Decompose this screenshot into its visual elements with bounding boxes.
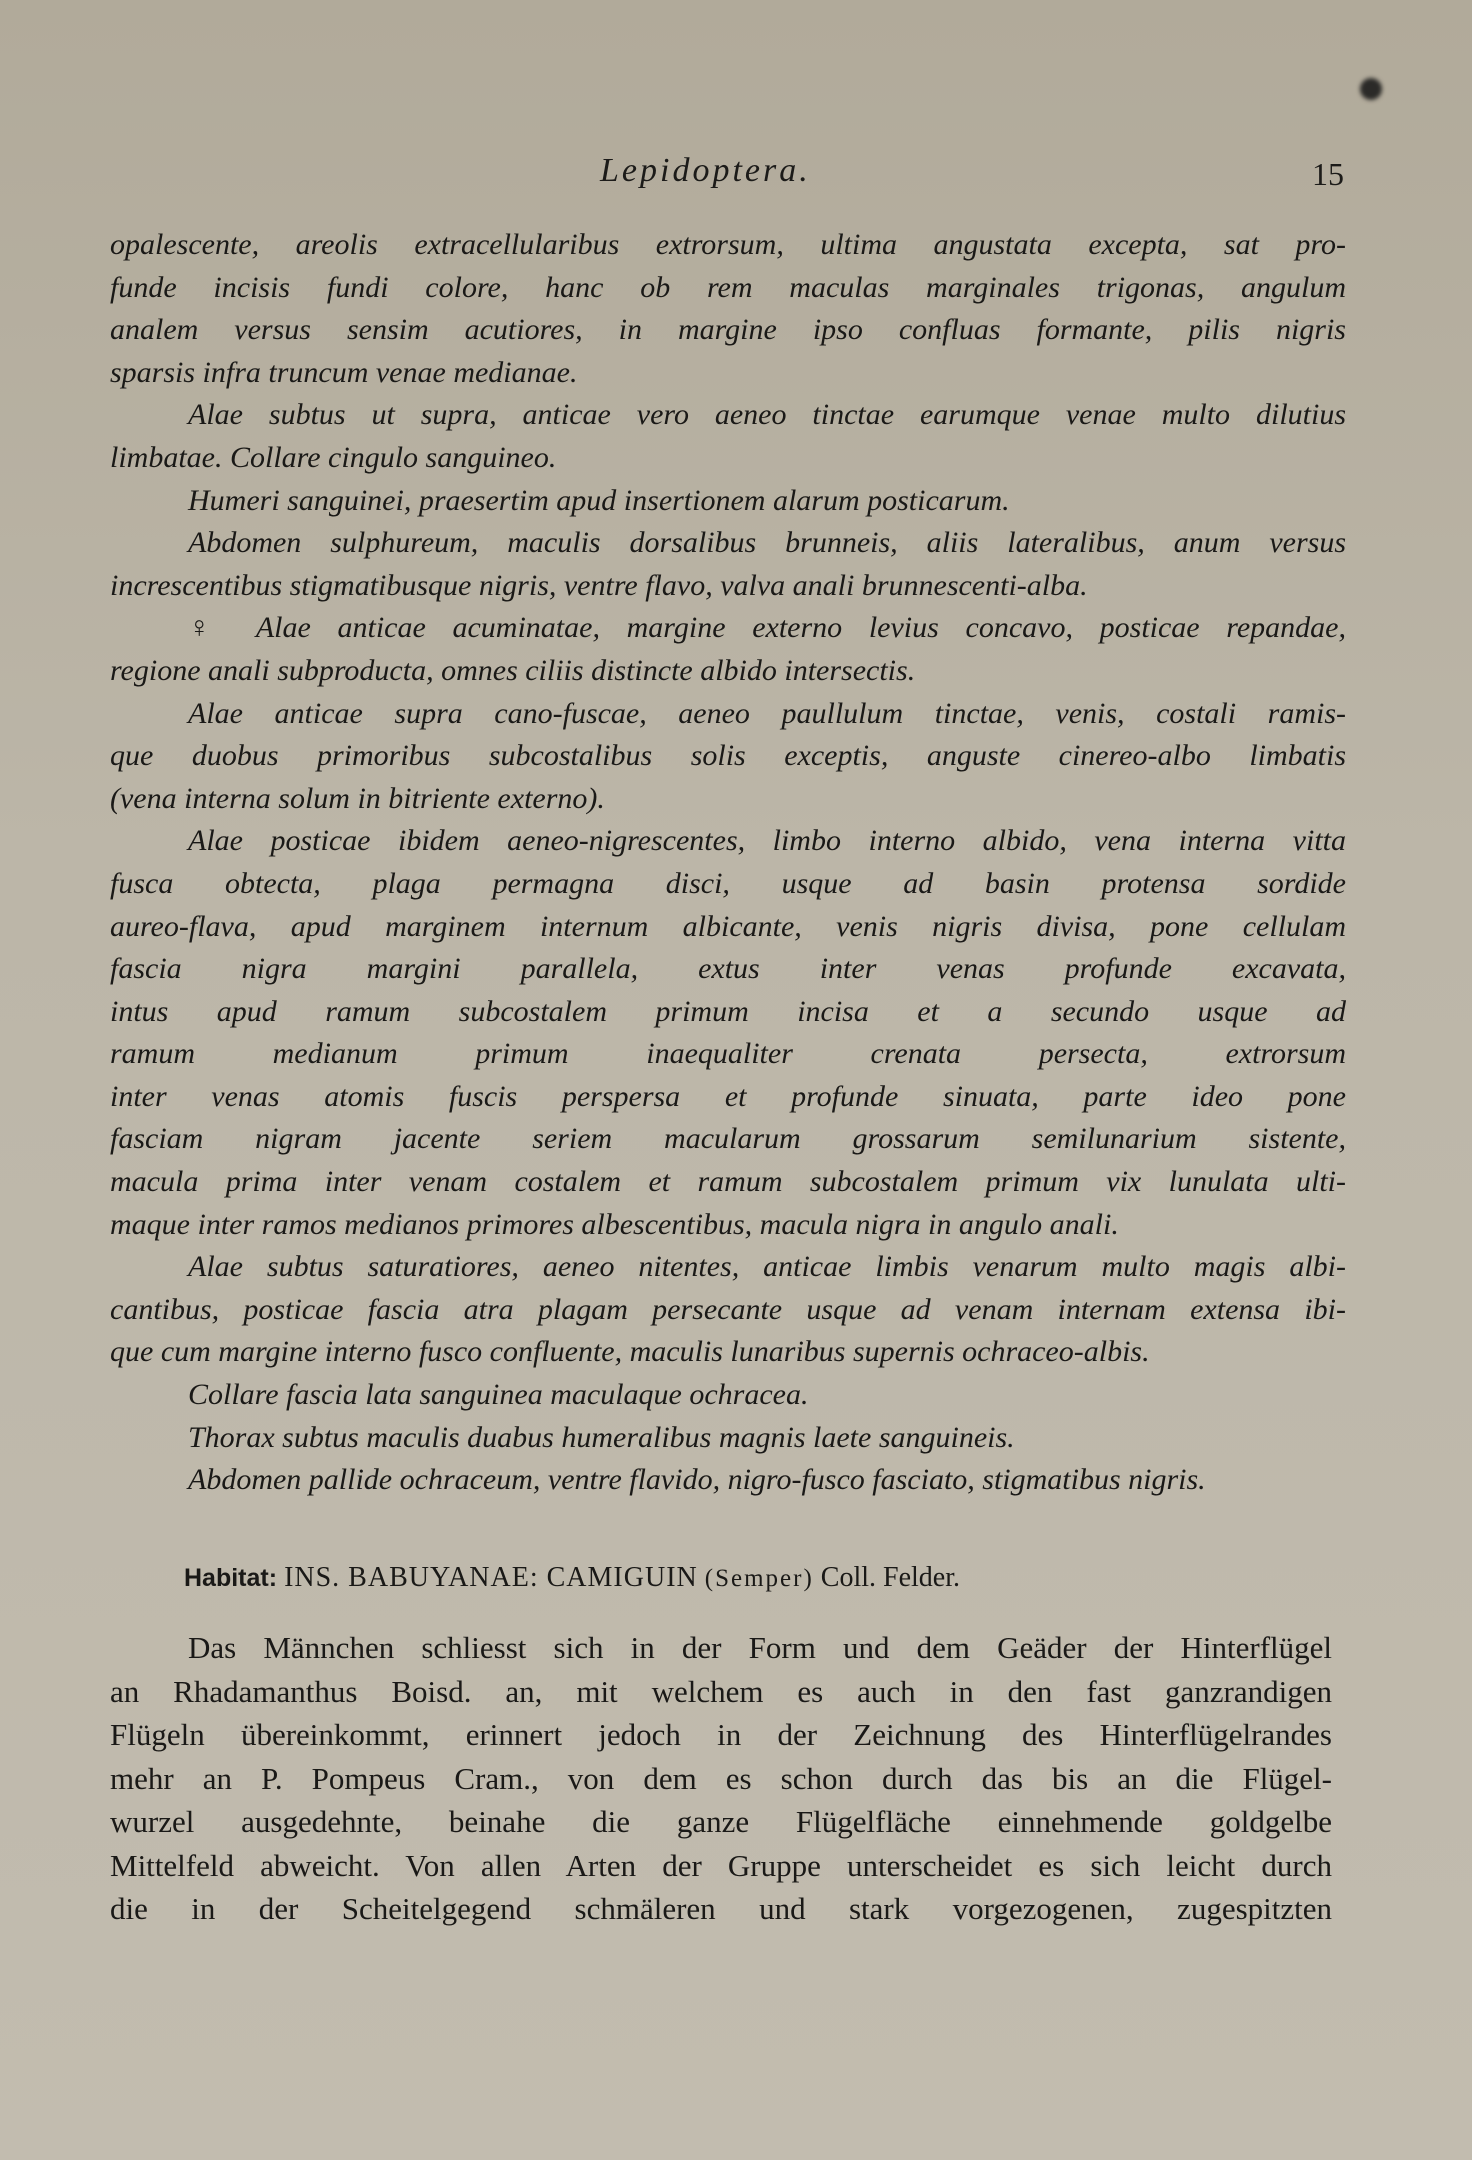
latin-text-line: intus apud ramum subcostalem primum incisa et a secundo usque ad bbox=[110, 994, 1346, 1028]
german-text-line: Mittelfeld abweicht. Von allen Arten der Gruppe unterscheidet es sich leicht durch bbox=[110, 1847, 1332, 1883]
latin-text-line: limbatae. Collare cingulo sanguineo. bbox=[110, 440, 557, 474]
latin-text-line: fusca obtecta, plaga permagna disci, usque ad basin protensa sordide bbox=[110, 866, 1346, 900]
german-text-line: an Rhadamanthus Boisd. an, mit welchem es auch in den fast ganzrandigen bbox=[110, 1673, 1332, 1709]
page-header bbox=[0, 152, 1472, 198]
latin-text-line: que cum margine interno fusco confluente, maculis lunaribus supernis ochraceo-albis. bbox=[110, 1335, 1150, 1369]
german-text-line: Flügeln übereinkommt, erinnert jedoch in der Zeichnung des Hinterflügelrandes bbox=[110, 1717, 1332, 1752]
latin-text-line: Alae posticae ibidem aeneo-nigrescentes, limbo interno albido, vena interna vitta bbox=[188, 824, 1346, 858]
latin-text-line: Abdomen pallide ochraceum, ventre flavido, nigro-fusco fasciato, stigmatibus nigris. bbox=[188, 1463, 1206, 1497]
habitat-collector: (Semper) bbox=[704, 1565, 814, 1592]
latin-text-line: Alae subtus saturatiores, aeneo nitentes, anticae limbis venarum multo magis albi- bbox=[188, 1250, 1346, 1284]
latin-text-line: macula prima inter venam costalem et ramum subcostalem primum vix lunulata ulti- bbox=[110, 1165, 1346, 1199]
page-number: 15 bbox=[1312, 156, 1344, 192]
habitat-location: INS. BABUYANAE: CAMIGUIN bbox=[284, 1562, 698, 1593]
german-text-line: die in der Scheitelgegend schmäleren und stark vorgezogenen, zugespitzten bbox=[110, 1891, 1332, 1926]
latin-text-line: ramum medianum primum inaequaliter crenata persecta, extrorsum bbox=[110, 1037, 1346, 1071]
latin-text-line: increscentibus stigmatibusque nigris, ventre flavo, valva anali brunnescenti-alba. bbox=[110, 568, 1088, 602]
running-title: Lepidoptera. bbox=[600, 152, 811, 189]
latin-text-line: fasciam nigram jacente seriem macularum grossarum semilunarium sistente, bbox=[110, 1122, 1346, 1156]
latin-text-line: regione anali subproducta, omnes ciliis distincte albido intersectis. bbox=[110, 653, 916, 687]
german-commentary bbox=[110, 1626, 1332, 1931]
latin-text-line: inter venas atomis fuscis perspersa et profunde sinuata, parte ideo pone bbox=[110, 1079, 1346, 1113]
latin-text-line: Collare fascia lata sanguinea maculaque ochracea. bbox=[188, 1378, 809, 1412]
habitat-label: Habitat: bbox=[184, 1564, 278, 1592]
latin-text-line: funde incisis fundi colore, hanc ob rem maculas marginales trigonas, angulum bbox=[110, 270, 1346, 304]
latin-text-line: maque inter ramos medianos primores albescentibus, macula nigra in angulo anali. bbox=[110, 1207, 1119, 1241]
latin-text-line: opalescente, areolis extracellularibus extrorsum, ultima angustata excepta, sat pro- bbox=[110, 228, 1346, 261]
latin-description bbox=[110, 224, 1346, 1502]
german-text-line: wurzel ausgedehnte, beinahe die ganze Flügelfläche einnehmende goldgelbe bbox=[110, 1804, 1332, 1839]
latin-text-line: analem versus sensim acutiores, in margine ipso confluas formante, pilis nigris bbox=[110, 313, 1346, 347]
latin-text-line: fascia nigra margini parallela, extus inter venas profunde excavata, bbox=[110, 952, 1346, 986]
latin-text-line: aureo-flava, apud marginem internum albicante, venis nigris divisa, pone cellulam bbox=[110, 909, 1346, 943]
latin-text-line: Alae anticae supra cano-fuscae, aeneo paullulum tinctae, venis, costali ramis- bbox=[188, 696, 1346, 730]
ink-spot bbox=[1360, 78, 1382, 100]
latin-text-line: (vena interna solum in bitriente externo). bbox=[110, 781, 605, 815]
latin-text-line: sparsis infra truncum venae medianae. bbox=[110, 355, 578, 389]
latin-text-line: cantibus, posticae fascia atra plagam persecante usque ad venam internam extensa ibi- bbox=[110, 1292, 1346, 1326]
latin-text-line: Thorax subtus maculis duabus humeralibus magnis laete sanguineis. bbox=[188, 1420, 1015, 1454]
german-text-line: mehr an P. Pompeus Cram., von dem es schon durch das bis an die Flügel- bbox=[110, 1760, 1332, 1796]
latin-text-line: Abdomen sulphureum, maculis dorsalibus brunneis, aliis lateralibus, anum versus bbox=[188, 526, 1346, 560]
latin-text-line: que duobus primoribus subcostalibus solis exceptis, anguste cinereo-albo limbatis bbox=[110, 739, 1346, 773]
latin-text-line: Humeri sanguinei, praesertim apud insertionem alarum posticarum. bbox=[188, 483, 1010, 517]
latin-text-line: Alae subtus ut supra, anticae vero aeneo tinctae earumque venae multo dilutius bbox=[188, 398, 1346, 432]
latin-text-line: ♀ Alae anticae acuminatae, margine externo levius concavo, posticae repandae, bbox=[188, 611, 1346, 645]
habitat-collection: Coll. Felder. bbox=[820, 1562, 961, 1593]
german-text-line: Das Männchen schliesst sich in der Form und dem Geäder der Hinterflügel bbox=[188, 1630, 1332, 1665]
habitat-line bbox=[184, 1562, 1384, 1594]
